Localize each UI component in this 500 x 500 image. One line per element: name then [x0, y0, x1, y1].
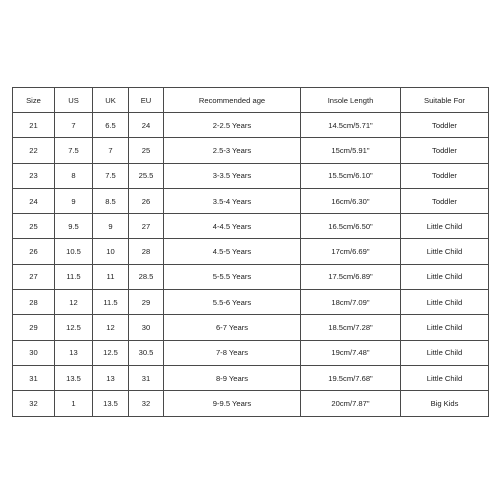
cell-recommended-age: 3.5-4 Years	[164, 188, 301, 213]
cell-size: 24	[13, 188, 55, 213]
cell-suitable-for: Toddler	[401, 188, 489, 213]
cell-recommended-age: 2.5-3 Years	[164, 138, 301, 163]
cell-uk: 12	[93, 315, 129, 340]
cell-eu: 29	[129, 290, 164, 315]
size-chart-table	[12, 87, 489, 417]
table-row	[13, 340, 489, 365]
cell-suitable-for: Little Child	[401, 365, 489, 390]
table-body	[13, 113, 489, 417]
cell-recommended-age: 4.5-5 Years	[164, 239, 301, 264]
cell-eu: 30	[129, 315, 164, 340]
table-row	[13, 391, 489, 416]
cell-size: 31	[13, 365, 55, 390]
table-row	[13, 264, 489, 289]
cell-eu: 26	[129, 188, 164, 213]
cell-size: 30	[13, 340, 55, 365]
cell-recommended-age: 5-5.5 Years	[164, 264, 301, 289]
table-row	[13, 315, 489, 340]
cell-suitable-for: Little Child	[401, 214, 489, 239]
header-suitable-for: Suitable For	[401, 88, 489, 113]
cell-us: 12.5	[55, 315, 93, 340]
cell-uk: 10	[93, 239, 129, 264]
cell-size: 32	[13, 391, 55, 416]
header-size: Size	[13, 88, 55, 113]
cell-size: 21	[13, 113, 55, 138]
cell-suitable-for: Toddler	[401, 163, 489, 188]
cell-uk: 13	[93, 365, 129, 390]
cell-uk: 11	[93, 264, 129, 289]
header-eu: EU	[129, 88, 164, 113]
table-row	[13, 138, 489, 163]
cell-suitable-for: Little Child	[401, 340, 489, 365]
cell-us: 12	[55, 290, 93, 315]
cell-suitable-for: Little Child	[401, 315, 489, 340]
cell-suitable-for: Little Child	[401, 264, 489, 289]
table-row	[13, 239, 489, 264]
cell-eu: 28.5	[129, 264, 164, 289]
cell-suitable-for: Little Child	[401, 290, 489, 315]
cell-suitable-for: Toddler	[401, 138, 489, 163]
cell-insole-length: 15cm/5.91"	[301, 138, 401, 163]
cell-eu: 25	[129, 138, 164, 163]
cell-insole-length: 18cm/7.09"	[301, 290, 401, 315]
table-row	[13, 113, 489, 138]
cell-uk: 12.5	[93, 340, 129, 365]
table-row	[13, 163, 489, 188]
cell-us: 8	[55, 163, 93, 188]
cell-insole-length: 14.5cm/5.71"	[301, 113, 401, 138]
cell-us: 7.5	[55, 138, 93, 163]
cell-insole-length: 16cm/6.30"	[301, 188, 401, 213]
cell-us: 1	[55, 391, 93, 416]
cell-uk: 11.5	[93, 290, 129, 315]
cell-uk: 7.5	[93, 163, 129, 188]
cell-eu: 28	[129, 239, 164, 264]
cell-suitable-for: Toddler	[401, 113, 489, 138]
cell-insole-length: 17.5cm/6.89"	[301, 264, 401, 289]
cell-suitable-for: Big Kids	[401, 391, 489, 416]
cell-recommended-age: 8-9 Years	[164, 365, 301, 390]
cell-insole-length: 17cm/6.69"	[301, 239, 401, 264]
cell-suitable-for: Little Child	[401, 239, 489, 264]
cell-size: 26	[13, 239, 55, 264]
cell-us: 10.5	[55, 239, 93, 264]
cell-us: 11.5	[55, 264, 93, 289]
cell-insole-length: 18.5cm/7.28"	[301, 315, 401, 340]
cell-recommended-age: 9-9.5 Years	[164, 391, 301, 416]
cell-uk: 8.5	[93, 188, 129, 213]
cell-us: 7	[55, 113, 93, 138]
table-row	[13, 188, 489, 213]
cell-us: 9.5	[55, 214, 93, 239]
cell-insole-length: 20cm/7.87"	[301, 391, 401, 416]
cell-insole-length: 16.5cm/6.50"	[301, 214, 401, 239]
header-insole-length: Insole Length	[301, 88, 401, 113]
cell-size: 25	[13, 214, 55, 239]
cell-eu: 30.5	[129, 340, 164, 365]
cell-us: 13	[55, 340, 93, 365]
cell-size: 23	[13, 163, 55, 188]
cell-recommended-age: 4-4.5 Years	[164, 214, 301, 239]
cell-eu: 27	[129, 214, 164, 239]
cell-uk: 13.5	[93, 391, 129, 416]
cell-uk: 6.5	[93, 113, 129, 138]
cell-size: 27	[13, 264, 55, 289]
cell-uk: 7	[93, 138, 129, 163]
header-us: US	[55, 88, 93, 113]
header-recommended-age: Recommended age	[164, 88, 301, 113]
cell-eu: 25.5	[129, 163, 164, 188]
table-row	[13, 365, 489, 390]
table-header-row	[13, 88, 489, 113]
cell-recommended-age: 3-3.5 Years	[164, 163, 301, 188]
table-row	[13, 214, 489, 239]
cell-us: 13.5	[55, 365, 93, 390]
cell-recommended-age: 5.5-6 Years	[164, 290, 301, 315]
header-uk: UK	[93, 88, 129, 113]
cell-recommended-age: 6-7 Years	[164, 315, 301, 340]
cell-uk: 9	[93, 214, 129, 239]
cell-recommended-age: 7-8 Years	[164, 340, 301, 365]
cell-eu: 31	[129, 365, 164, 390]
cell-size: 28	[13, 290, 55, 315]
cell-insole-length: 19cm/7.48"	[301, 340, 401, 365]
cell-eu: 32	[129, 391, 164, 416]
cell-insole-length: 15.5cm/6.10"	[301, 163, 401, 188]
cell-size: 22	[13, 138, 55, 163]
cell-us: 9	[55, 188, 93, 213]
cell-size: 29	[13, 315, 55, 340]
table-row	[13, 290, 489, 315]
cell-eu: 24	[129, 113, 164, 138]
cell-insole-length: 19.5cm/7.68"	[301, 365, 401, 390]
cell-recommended-age: 2-2.5 Years	[164, 113, 301, 138]
